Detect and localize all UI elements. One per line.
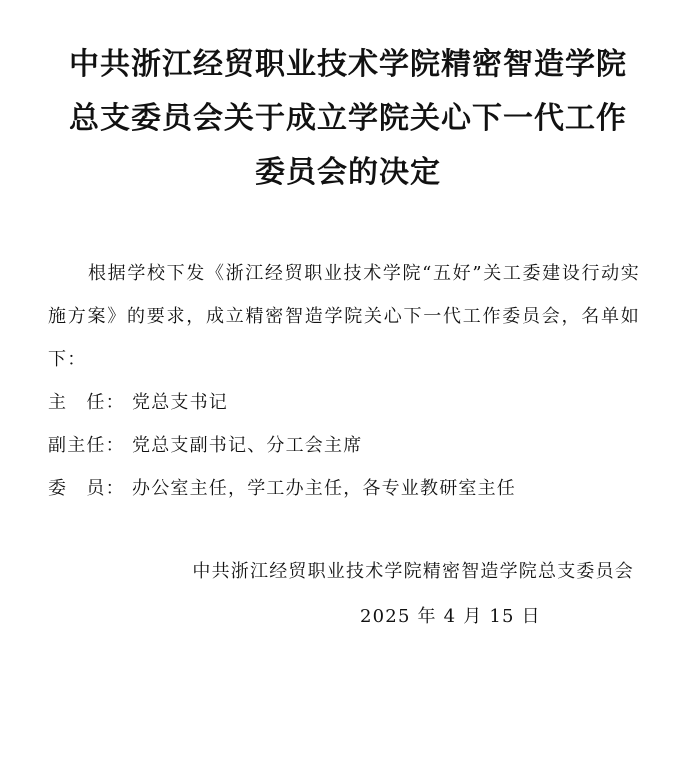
member-role-deputy-director: 副主任： [48, 435, 125, 456]
signature-organization: 中共浙江经贸职业技术学院精密智造学院总支委员会 [192, 561, 634, 582]
member-row-committee-member [48, 467, 640, 510]
document-title [0, 38, 696, 200]
title-line-1: 中共浙江经贸职业技术学院精密智造学院 [69, 47, 627, 82]
member-row-deputy-director [48, 424, 640, 467]
member-row-director [48, 381, 640, 424]
document-body [48, 252, 640, 510]
member-value-committee-member: 办公室主任，学工办主任，各专业教研室主任 [132, 478, 516, 499]
body-paragraph: 根据学校下发《浙江经贸职业技术学院“五好”关工委建设行动实施方案》的要求，成立精密智造学院关心下一代工作委员会，名单如下： [48, 263, 640, 370]
member-value-deputy-director: 党总支副书记、分工会主席 [132, 435, 363, 456]
title-line-2: 总支委员会关于成立学院关心下一代工作 [69, 101, 627, 136]
title-line-3: 委员会的决定 [255, 155, 441, 190]
member-role-director: 主 任： [48, 392, 125, 413]
member-value-director: 党总支书记 [132, 392, 228, 413]
signature-date: 2025 年 4 月 15 日 [360, 606, 541, 627]
member-role-committee-member: 委 员： [48, 478, 125, 499]
